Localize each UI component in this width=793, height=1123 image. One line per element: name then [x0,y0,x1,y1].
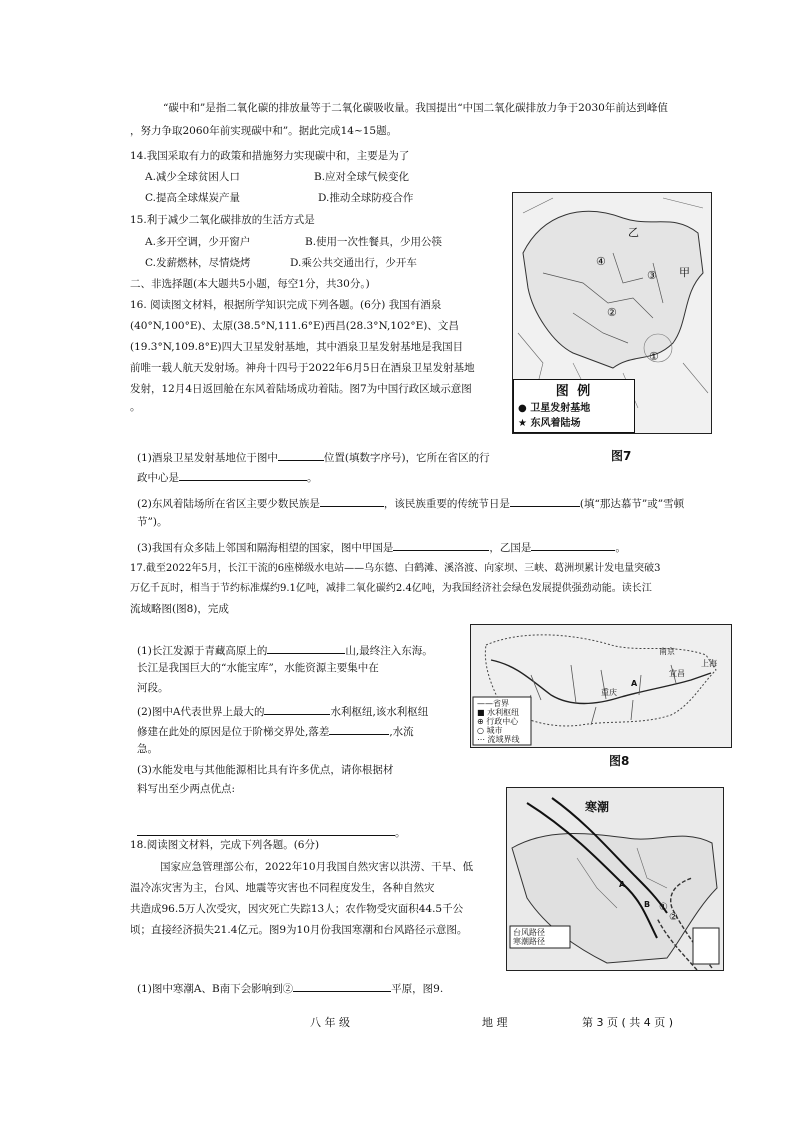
q16-line-4: 前唯一载人航天发射场。神舟十四号于2022年6月5日在酒泉卫星发射基地 [130,362,475,374]
path-label-b: B [644,900,651,909]
cold-wave-typhoon-map [506,787,724,971]
region-marker-2: ② [669,912,678,923]
q16-line-3: (19.3°N,109.8°E)四大卫星发射基地，其中酒泉卫星发射基地是我国目 [130,341,464,353]
dam-point-a: A [631,679,638,688]
q14-option-b: B.应对全球气候变化 [314,171,410,183]
answer-blank[interactable] [531,539,615,551]
answer-blank[interactable] [179,469,307,481]
q17-sub2: (2)图中A代表世界上最大的 水利枢纽,该水利枢纽 [137,703,428,719]
q15-option-b: B.使用一次性餐具，少用公筷 [305,236,443,248]
legend-admin-center: ⊕ 行政中心 [477,717,519,726]
q17-sub3-cont: 料写出至少两点优点: [137,783,236,795]
intro-line-2: ，努力争取2060年前实现碳中和”。据此完成14~15题。 [130,125,398,137]
yangtze-basin-map [470,624,732,748]
q17-sub2-cont2: 急。 [137,743,158,755]
q18-sub1: (1)图中寒潮A、B南下会影响到② 平原，图9. [137,980,443,996]
q17-sub1-cont2: 河段。 [137,682,169,694]
legend-province-border: ——省界 [477,699,509,708]
q14-option-c: C.提高全球煤炭产量 [145,192,240,204]
city-shanghai: 上海 [701,659,717,668]
q14-option-a: A.减少全球贫困人口 [145,171,240,183]
site-marker-1: ① [649,350,659,363]
answer-blank[interactable] [267,642,345,654]
legend-item-launch-site: ● 卫星发射基地 [518,403,591,414]
footer-subject: 地 理 [482,1016,508,1029]
q17-sub3: (3)水能发电与其他能源相比具有许多优点，请你根据材 [137,764,394,776]
q16-dot: 。 [130,401,141,413]
q14-stem: 14.我国采取有力的政策和措施努力实现碳中和，主要是为了 [130,150,410,162]
map7-legend [513,379,635,433]
answer-blank[interactable] [293,980,391,992]
q16-line-2: (40°N,100°E)、太原(38.5°N,111.6°E)西昌(28.3°N,102°E)、文昌 [130,320,459,332]
map9-title: 寒潮 [585,800,610,814]
legend-basin-boundary: ⋯ 流域界线 [477,735,520,744]
q16-line-5: 发射，12月4日返回舱在东风着陆场成功着陆。图7为中国行政区域示意图 [130,383,472,395]
q16-sub1: (1)酒泉卫星发射基地位于图中 位置(填数字序号)，它所在省区的行 [137,449,490,465]
footer-page-number: 第 3 页 ( 共 4 页 ) [582,1016,674,1029]
q18-line-1: 国家应急管理部公布，2022年10月我国自然灾害以洪涝、干旱、低 [160,861,474,873]
site-marker-2: ② [607,306,617,319]
region-marker-1: ① [659,902,668,913]
q16-sub2-cont: 节”)。 [137,516,168,528]
legend-hydro-hub: ■ 水利枢纽 [477,708,520,717]
site-marker-4: ④ [596,255,606,268]
answer-blank[interactable] [264,703,330,715]
legend-title: 图 例 [555,384,593,399]
figure-8-caption: 图8 [609,754,630,768]
section-2-heading: 二、非选择题(本大题共5小题，每空1分，共30分。) [130,278,370,290]
legend-item-landing-site: ★ 东风着陆场 [518,418,581,429]
legend-typhoon-path: 台风路径 [513,928,545,937]
china-admin-map [512,192,712,434]
site-marker-3: ③ [647,269,657,282]
legend-cold-wave-path: 寒潮路径 [513,937,545,946]
answer-blank[interactable] [510,495,580,507]
footer-grade: 八 年 级 [310,1016,350,1029]
label-jia: 甲 [679,266,690,279]
q16-line-1: 16. 阅读图文材料，根据所学知识完成下列各题。(6分) 我国有酒泉 [130,299,442,311]
map9-legend [513,928,545,946]
intro-line-1: “碳中和”是指二氧化碳的排放量等于二氧化碳吸收量。我国提出“中国二氧化碳排放力争于2030年前达到峰值 [163,102,668,114]
legend-city: ○ 城市 [477,726,503,735]
answer-blank[interactable] [329,723,389,735]
q14-option-d: D.推动全球防疫合作 [318,192,414,204]
q16-sub1-cont: 政中心是 。 [137,469,318,485]
q15-stem: 15.利于减少二氧化碳排放的生活方式是 [130,214,315,226]
q17-sub3-answer-line: 。 [137,824,406,840]
city-chongqing: 重庆 [601,688,617,697]
q18-line-2: 温冷冻灾害为主，台风、地震等灾害也不同程度发生，各种自然灾 [130,882,435,894]
q17-sub1: (1)长江发源于青藏高原上的 山,最终注入东海。 [137,642,433,658]
map8-legend [477,699,520,744]
q18-line-4: 顷；直接经济损失21.4亿元。图9为10月份我国寒潮和台风路径示意图。 [130,924,468,936]
q15-option-c: C.发薪燃林，尽情烧烤 [145,257,251,269]
answer-blank[interactable] [278,449,324,461]
q17-sub1-cont: 长江是我国巨大的“水能宝库”，水能资源主要集中在 [137,662,379,674]
path-label-a: A [619,880,626,889]
q15-option-d: D.乘公共交通出行，少开车 [290,257,417,269]
answer-blank[interactable] [137,824,395,836]
q17-line-1: 17.截至2022年5月，长江干流的6座梯级水电站——乌东德、白鹤滩、溪洛渡、向家坝、三峡、葛洲坝累计发电量突破3 [130,563,661,574]
answer-blank[interactable] [393,539,489,551]
city-yichang: 宜昌 [669,669,685,678]
answer-blank[interactable] [320,495,384,507]
q17-line-2: 万亿千瓦时，相当于节约标准煤约9.1亿吨，减排二氧化碳约2.4亿吨，为我国经济社会绿色发展提供强劲动能。读长江 [130,583,652,594]
q18-title: 18.阅读图文材料，完成下列各题。(6分) [130,839,320,851]
figure-7-caption: 图7 [611,449,632,463]
q17-line-3: 流域略图(图8)，完成 [130,603,229,615]
q16-sub2: (2)东风着陆场所在省区主要少数民族是 ，该民族重要的传统节日是 (填“那达慕节”或”雪顿 [137,495,684,511]
city-nanjing: 南京 [659,647,675,656]
q15-option-a: A.多开空调，少开窗户 [145,236,251,248]
q18-line-3: 共造成96.5万人次受灾，因灾死亡失踪13人；农作物受灾面积44.5千公 [130,903,464,915]
q16-sub3: (3)我国有众多陆上邻国和隔海相望的国家，图中甲国是 ，乙国是 。 [137,539,626,555]
q17-sub2-cont: 修建在此处的原因是位于阶梯交界处,落差 ,水流 [137,723,414,739]
label-yi: 乙 [628,226,639,239]
